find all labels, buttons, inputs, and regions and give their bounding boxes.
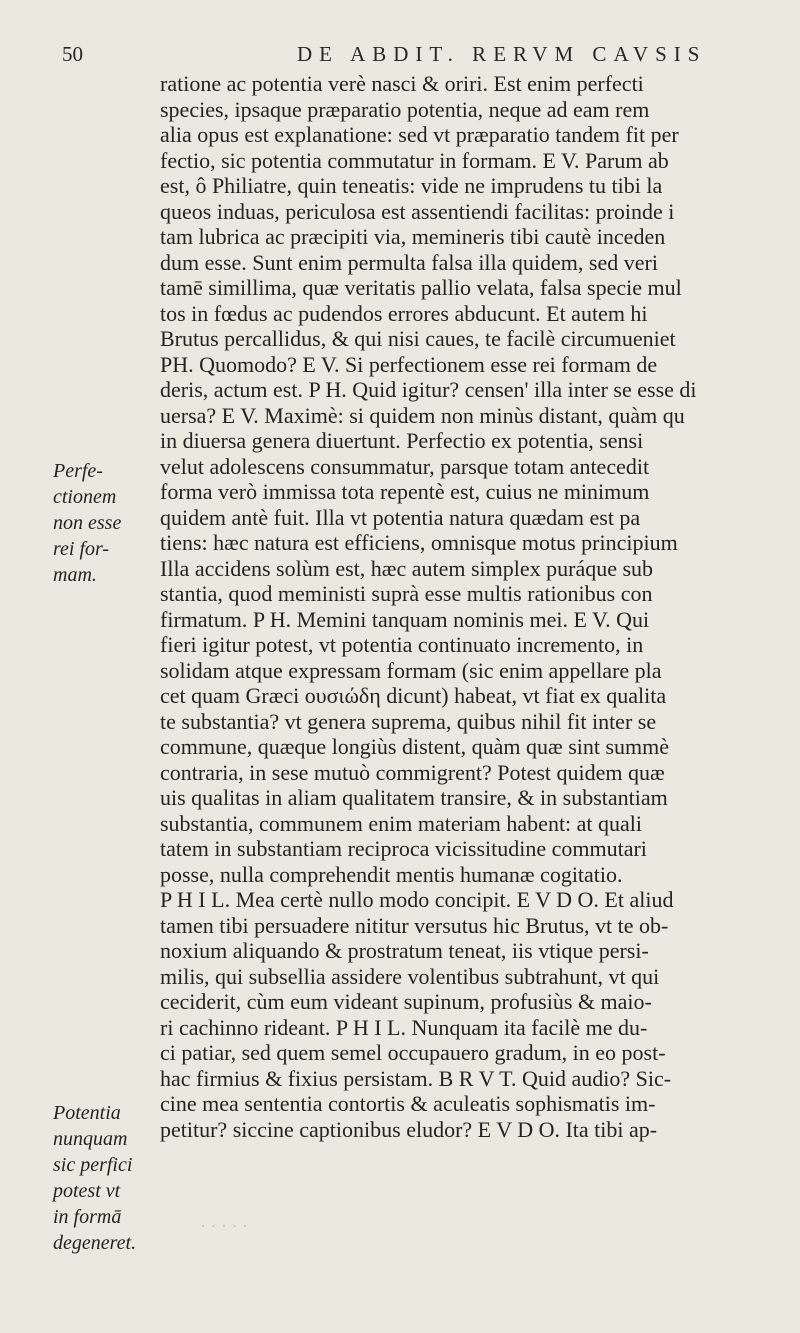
margin-note-line: mam. [53, 564, 97, 586]
text-line: tamē simillima, quæ veritatis pallio velata, falsa specie mul [160, 275, 682, 300]
text-line: deris, actum est. P H. Quid igitur? censen' illa inter se esse di [160, 377, 697, 402]
margin-note-line: nunquam [53, 1128, 128, 1150]
text-line: petitur? siccine captionibus eludor? E V D O. Ita tibi ap- [160, 1116, 658, 1142]
text-line: substantia, communem enim materiam habent: at quali [160, 810, 643, 836]
text-line: ratione ac potentia verè nasci & oriri. Est enim perfecti [160, 71, 644, 96]
text-line: forma verò immissa tota repentè est, cuius ne minimum [160, 479, 650, 504]
margin-note-line: non esse [53, 512, 122, 534]
text-line: tam lubrica ac præcipiti via, memineris tibi cautè inceden [160, 224, 666, 249]
text-line: contraria, in sese mutuò commigrent? Potest quidem quæ [160, 759, 665, 785]
margin-note-potentia [53, 1100, 136, 1256]
text-line: in diuersa genera diuertunt. Perfectio ex potentia, sensi [160, 428, 644, 453]
text-line: fieri igitur potest, vt potentia continuato incremento, in [160, 632, 644, 657]
text-line: posse, nulla comprehendit mentis humanæ cogitatio. [160, 861, 623, 887]
page-number: 50 [62, 42, 83, 66]
text-line: firmatum. P H. Memini tanquam nominis mei. E V. Qui [160, 606, 650, 632]
text-line: uis qualitas in aliam qualitatem transire, & in substantiam [160, 785, 668, 810]
text-line: hac firmius & fixius persistam. B R V T. Quid audio? Sic- [160, 1065, 672, 1091]
text-line: P H I L. Mea certè nullo modo concipit. E V D O. Et aliud [160, 887, 674, 912]
running-title: DE ABDIT. RERVM CAVSIS [297, 42, 707, 66]
text-line: noxium aliquando & prostratum teneat, iis vtique persi- [160, 938, 649, 963]
text-line: cet quam Græci ουσιώδη dicunt) habeat, vt fiat ex qualita [160, 683, 667, 708]
text-line: fectio, sic potentia commutatur in formam. E V. Parum ab [160, 147, 669, 173]
text-line: ceciderit, cùm eum videant supinum, profusiùs & maio- [160, 989, 652, 1014]
text-line: Brutus percallidus, & qui nisi caues, te facilè circumueniet [160, 326, 676, 351]
text-line: queos induas, periculosa est assentiendi facilitas: proinde i [160, 198, 675, 224]
text-line: stantia, quod meministi suprà esse multis rationibus con [160, 581, 653, 606]
margin-note-line: degeneret. [53, 1232, 137, 1254]
margin-note-line: rei for- [53, 538, 110, 560]
text-line: ri cachinno rideant. P H I L. Nunquam ita facilè me du- [160, 1014, 648, 1040]
text-line: solidam atque expressam formam (sic enim appellare pla [160, 657, 662, 683]
margin-note-line: sic perfici [53, 1154, 133, 1176]
text-line: alia opus est explanatione: sed vt præparatio tandem fit per [160, 122, 679, 147]
faint-bleed-marks: · · · · · [200, 1216, 248, 1236]
text-line: Illa accidens solùm est, hæc autem simplex puráque sub [160, 555, 654, 581]
text-line: species, ipsaque præparatio potentia, neque ad eam rem [160, 96, 650, 122]
text-line: dum esse. Sunt enim permulta falsa illa quidem, sed veri [160, 249, 658, 275]
text-line: quidem antè fuit. Illa vt potentia natura quædam est pa [160, 504, 641, 530]
margin-note-line: Potentia [53, 1102, 121, 1124]
text-line: tiens: hæc natura est efficiens, omnisque motus principium [160, 530, 678, 555]
text-line: est, ô Philiatre, quin teneatis: vide ne imprudens tu tibi la [160, 173, 663, 198]
text-line: commune, quæque longiùs distent, quàm quæ sint summè [160, 734, 670, 759]
text-line: ci patiar, sed quem semel occupauero gradum, in eo post- [160, 1040, 666, 1065]
text-line: tos in fœdus ac pudendos errores abducunt. Et autem hi [160, 300, 648, 326]
text-line: te substantia? vt genera suprema, quibus nihil fit inter se [160, 708, 657, 734]
margin-note-line: in formā [53, 1206, 122, 1228]
margin-note-line: potest vt [53, 1180, 121, 1202]
body-text [160, 71, 800, 1142]
text-line: cine mea sententia contortis & aculeatis sophismatis im- [160, 1091, 656, 1116]
text-line: velut adolescens consummatur, parsque totam antecedit [160, 453, 650, 479]
text-line: milis, qui subsellia assidere volentibus subtrahunt, vt qui [160, 963, 660, 989]
text-line: tamen tibi persuadere nititur versutus hic Brutus, vt te ob- [160, 912, 669, 938]
margin-note-line: ctionem [53, 486, 117, 508]
text-line: uersa? E V. Maximè: si quidem non minùs distant, quàm qu [160, 402, 685, 428]
text-line: PH. Quomodo? E V. Si perfectionem esse rei formam de [160, 351, 658, 377]
margin-note-perfectionem [53, 458, 121, 588]
margin-note-line: Perfe- [53, 460, 103, 482]
page-header [62, 42, 762, 74]
text-line: tatem in substantiam reciproca vicissitudine commutari [160, 836, 647, 861]
